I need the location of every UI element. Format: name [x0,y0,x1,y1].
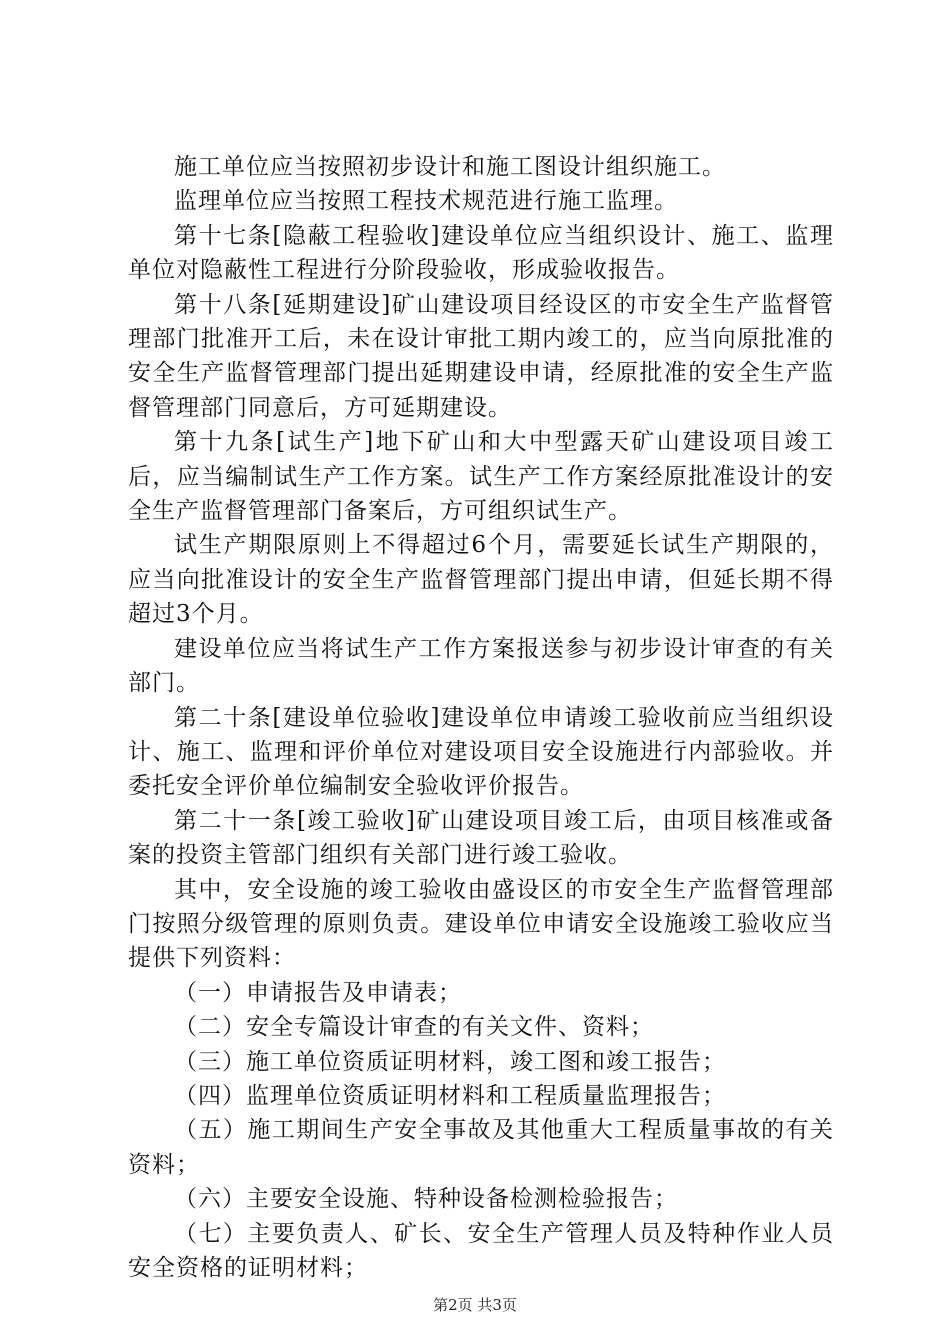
paragraph: 第十八条[延期建设]矿山建设项目经设区的市安全生产监督管理部门批准开工后，未在设计审批工期内竣工的，应当向原批准的安全生产监督管理部门提出延期建设申请，经原批准的安全生产监督管理部门同意后，方可延期建设。 [128,291,834,421]
paragraph: 试生产期限原则上不得超过6个月，需要延长试生产期限的，应当向批准设计的安全生产监督管理部门提出申请，但延长期不得超过3个月。 [128,532,834,628]
list-item: （三）施工单位资质证明材料，竣工图和竣工报告； [174,1048,726,1075]
list-item: （六）主要安全设施、特种设备检测检验报告； [174,1186,678,1213]
list-item: （七）主要负责人、矿长、安全生产管理人员及特种作业人员安全资格的证明材料； [128,1220,834,1281]
paragraph: 第二十条[建设单位验收]建设单位申请竣工验收前应当组织设计、施工、监理和评价单位对建设项目安全设施进行内部验收。并委托安全评价单位编制安全验收评价报告。 [128,704,834,800]
paragraph: 第十七条[隐蔽工程验收]建设单位应当组织设计、施工、监理单位对隐蔽性工程进行分阶段验收，形成验收报告。 [128,222,834,284]
list-item: （二）安全专篇设计审查的有关文件、资料； [174,1014,654,1041]
page-footer [0,1294,950,1315]
paragraph: 第二十一条[竣工验收]矿山建设项目竣工后，由项目核准或备案的投资主管部门组织有关部门进行竣工验收。 [128,807,834,869]
paragraph: 建设单位应当将试生产工作方案报送参与初步设计审查的有关部门。 [128,635,834,697]
page-number-label: 第2页 共3页 [433,1296,517,1314]
paragraph: 其中，安全设施的竣工验收由盛设区的市安全生产监督管理部门按照分级管理的原则负责。建设单位申请安全设施竣工验收应当提供下列资料： [128,876,834,972]
list-item: （五）施工期间生产安全事故及其他重大工程质量事故的有关资料； [128,1117,834,1178]
paragraph: 监理单位应当按照工程技术规范进行施工监理。 [174,188,678,215]
document-body [128,150,834,1285]
list-item: （一）申请报告及申请表； [174,979,462,1006]
paragraph: 第十九条[试生产]地下矿山和大中型露天矿山建设项目竣工后，应当编制试生产工作方案。试生产工作方案经原批准设计的安全生产监督管理部门备案后，方可组织试生产。 [128,429,834,525]
paragraph: 施工单位应当按照初步设计和施工图设计组织施工。 [174,154,726,180]
list-item: （四）监理单位资质证明材料和工程质量监理报告； [174,1082,726,1109]
